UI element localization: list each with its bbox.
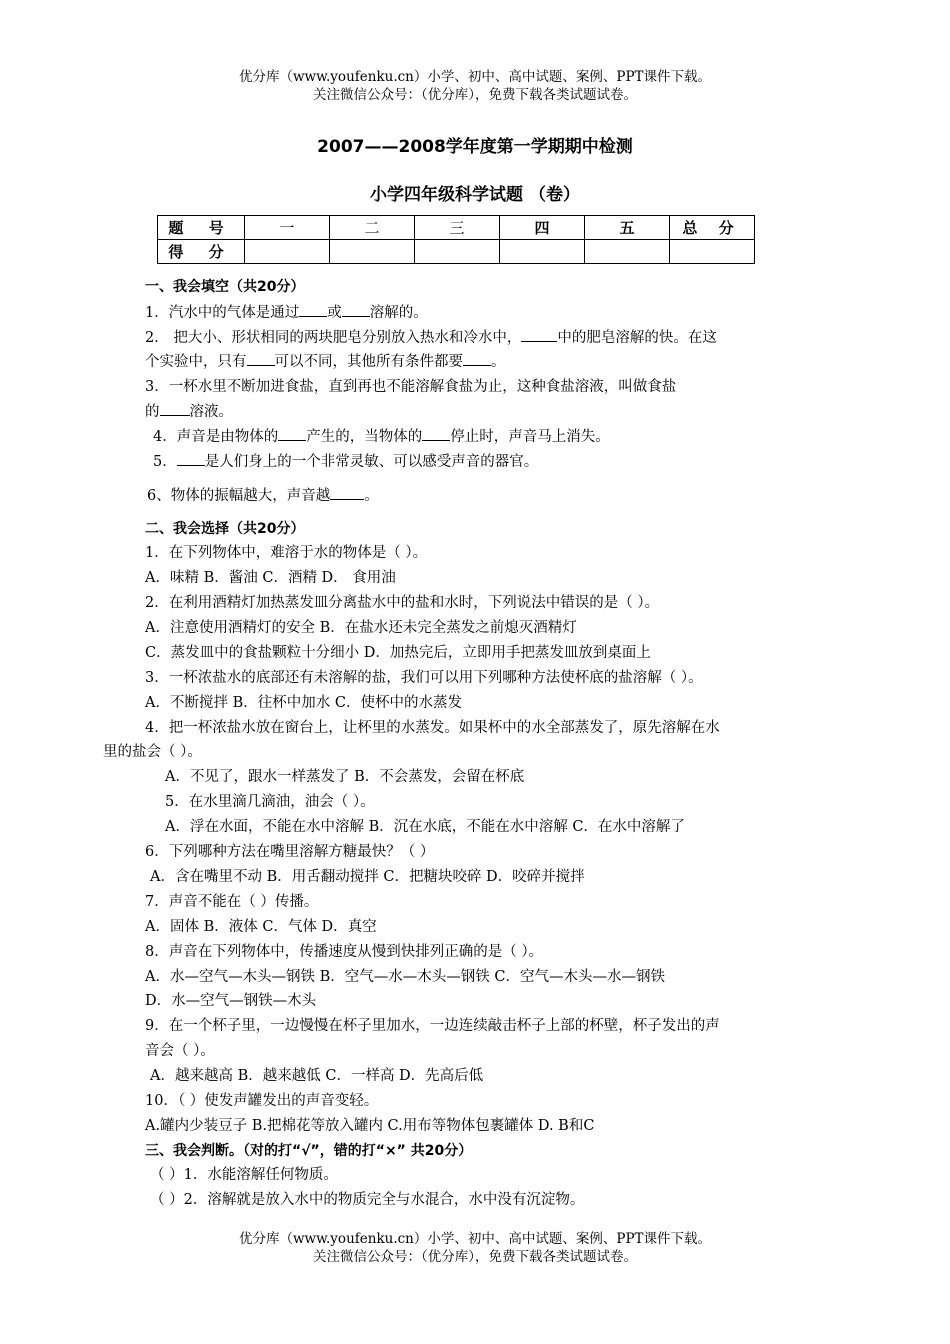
question-line: 8．声音在下列物体中，传播速度从慢到快排列正确的是（ ）。 — [145, 944, 544, 960]
score-table-score-row — [158, 240, 755, 264]
score-table-col: 五 — [585, 216, 670, 240]
option-line: A．不断搅拌 B．往杯中加水 C．使杯中的水蒸发 — [145, 695, 462, 711]
score-table-col: 二 — [330, 216, 415, 240]
score-table-col: 四 — [500, 216, 585, 240]
header-line-2: 关注微信公众号：（优分库），免费下载各类试题试卷。 — [313, 87, 637, 103]
question-line: 2． 把大小、形状相同的两块肥皂分别放入热水和冷水中， 中的肥皂溶解的快。在这 — [145, 327, 717, 348]
score-cell — [670, 240, 755, 264]
option-line: A．注意使用酒精灯的安全 B．在盐水还未完全蒸发之前熄灭酒精灯 — [145, 620, 577, 636]
section-heading: 一、我会填空（共20分） — [145, 279, 305, 295]
option-line: A．固体 B．液体 C．气体 D．真空 — [145, 919, 377, 935]
question-line: 4．把一杯浓盐水放在窗台上，让杯里的水蒸发。如果杯中的水全部蒸发了，原先溶解在水 — [145, 720, 720, 736]
option-line: A．含在嘴里不动 B．用舌翻动搅拌 C．把糖块咬碎 D．咬碎并搅拌 — [150, 869, 585, 885]
option-line: A．不见了，跟水一样蒸发了 B．不会蒸发，会留在杯底 — [165, 769, 525, 785]
score-cell — [500, 240, 585, 264]
score-table-col: 三 — [415, 216, 500, 240]
score-table — [157, 215, 755, 264]
option-line: A．味精 B．酱油 C．酒精 D． 食用油 — [145, 570, 396, 586]
exam-title: 2007——2008学年度第一学期期中检测 — [317, 137, 633, 157]
option-line: A．越来越高 B．越来越低 C．一样高 D．先高后低 — [150, 1068, 484, 1084]
question-line: 6．下列哪种方法在嘴里溶解方糖最快？（ ） — [145, 844, 435, 860]
score-cell — [330, 240, 415, 264]
score-cell — [245, 240, 330, 264]
question-line: 1．在下列物体中，难溶于水的物体是（ ）。 — [145, 545, 428, 561]
judge-line: （ ）1．水能溶解任何物质。 — [150, 1167, 338, 1183]
question-line: 2．在利用酒精灯加热蒸发皿分离盐水中的盐和水时，下列说法中错误的是（ ）。 — [145, 595, 660, 611]
section-heading: 三、我会判断。（对的打“√”，错的打“×” 共20分） — [145, 1143, 473, 1159]
section-heading: 二、我会选择（共20分） — [145, 521, 305, 537]
option-line: A．浮在水面，不能在水中溶解 B．沉在水底，不能在水中溶解 C．在水中溶解了 — [165, 819, 685, 835]
score-cell — [585, 240, 670, 264]
score-table-header-row — [158, 216, 755, 240]
question-line: 个实验中，只有 可以不同，其他所有条件都要 。 — [145, 351, 506, 372]
question-line: 里的盐会（ ）。 — [103, 744, 202, 760]
option-line: A．水—空气—木头—钢铁 B．空气—水—木头—钢铁 C．空气—木头—水—钢铁 — [145, 969, 665, 985]
question-line: 4．声音是由物体的 产生的，当物体的 停止时，声音马上消失。 — [153, 426, 610, 447]
score-table-row-label: 题 号 — [158, 216, 245, 240]
score-table-col: 一 — [245, 216, 330, 240]
footer-line-2: 关注微信公众号：（优分库），免费下载各类试题试卷。 — [313, 1249, 637, 1265]
question-line: 1．汽水中的气体是通过 或 溶解的。 — [145, 302, 428, 323]
option-line: A.罐内少装豆子 B.把棉花等放入罐内 C.用布等物体包裹罐体 D. B和C — [145, 1118, 595, 1134]
question-line: 7．声音不能在（ ）传播。 — [145, 894, 319, 910]
option-line: D．水—空气—钢铁—木头 — [145, 993, 317, 1009]
question-line: 9．在一个杯子里，一边慢慢在杯子里加水，一边连续敲击杯子上部的杯壁，杯子发出的声 — [145, 1018, 720, 1034]
question-line: 5．在水里滴几滴油，油会（ ）。 — [165, 794, 375, 810]
judge-line: （ ）2．溶解就是放入水中的物质完全与水混合，水中没有沉淀物。 — [150, 1192, 585, 1208]
score-table-col: 总 分 — [670, 216, 755, 240]
question-line: 音会（ ）。 — [145, 1043, 215, 1059]
exam-subtitle: 小学四年级科学试题 （卷） — [370, 185, 580, 205]
score-table-row-label: 得 分 — [158, 240, 245, 264]
option-line: C．蒸发皿中的食盐颗粒十分细小 D．加热完后，立即用手把蒸发皿放到桌面上 — [145, 645, 651, 661]
footer-line-1: 优分库（www.youfenku.cn）小学、初中、高中试题、案例、PPT课件下载。 — [238, 1231, 712, 1247]
score-cell — [415, 240, 500, 264]
header-line-1: 优分库（www.youfenku.cn）小学、初中、高中试题、案例、PPT课件下载。 — [238, 69, 712, 85]
question-line: 的 溶液。 — [145, 401, 233, 422]
question-line: 10．（ ）使发声罐发出的声音变轻。 — [145, 1093, 379, 1109]
question-line: 3．一杯水里不断加进食盐，直到再也不能溶解食盐为止，这种食盐溶液，叫做食盐 — [145, 379, 677, 395]
question-line: 3．一杯浓盐水的底部还有未溶解的盐，我们可以用下列哪种方法使杯底的盐溶解（ ）。 — [145, 670, 703, 686]
question-line: 6、物体的振幅越大，声音越 。 — [147, 485, 379, 506]
question-line: 5． 是人们身上的一个非常灵敏、可以感受声音的器官。 — [153, 451, 538, 472]
